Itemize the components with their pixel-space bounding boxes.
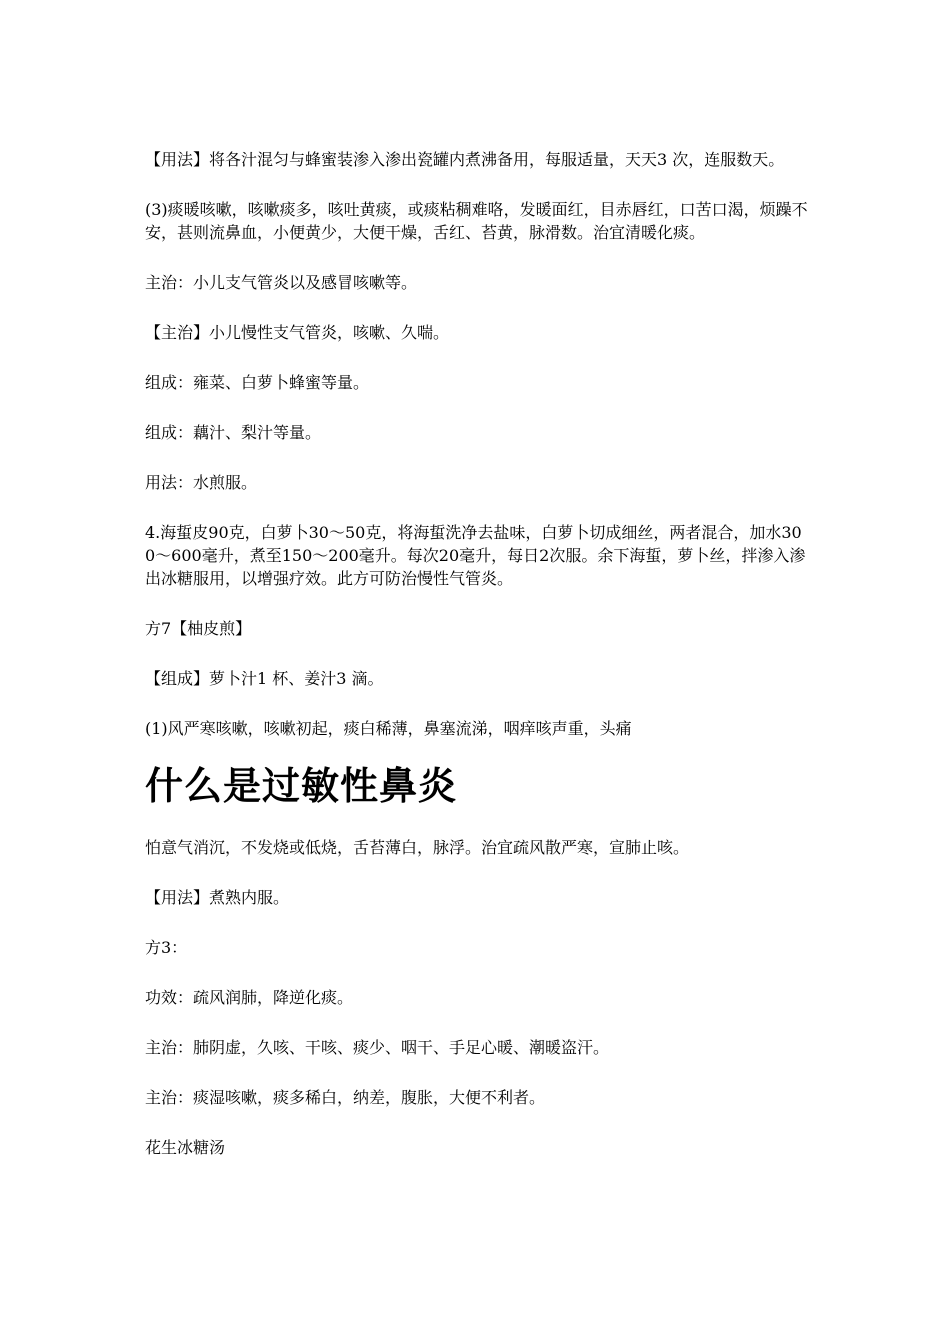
paragraph-usage-honey: 【用法】将各汁混匀与蜂蜜装渗入渗出瓷罐内煮沸备用，每服适量，天天3 次，连服数天。 <box>145 150 785 169</box>
paragraph-indication-chronic: 【主治】小儿慢性支气管炎，咳嗽、久喘。 <box>145 323 450 342</box>
paragraph-indication-bronchitis: 主治：小儿支气管炎以及感冒咳嗽等。 <box>145 273 418 292</box>
paragraph-peanut-soup: 花生冰糖汤 <box>145 1138 226 1157</box>
paragraph-symptoms-continued: 怕意气消沉，不发烧或低烧，舌苔薄白，脉浮。治宜疏风散严寒，宣肺止咳。 <box>145 838 690 857</box>
paragraph-indication-lung-yin: 主治：肺阴虚，久咳、干咳、痰少、咽干、手足心暖、潮暖盗汗。 <box>145 1038 610 1057</box>
paragraph-recipe-7: 方7【柚皮煎】 <box>145 619 252 638</box>
paragraph-composition-lotus: 组成：藕汁、梨汁等量。 <box>145 423 322 442</box>
paragraph-efficacy: 功效：疏风润肺，降逆化痰。 <box>145 988 354 1007</box>
section-heading: 什么是过敏性鼻炎 <box>145 764 458 808</box>
paragraph-usage-cooked: 【用法】煮熟内服。 <box>145 888 290 907</box>
paragraph-wind-cold-cough: (1)风严寒咳嗽，咳嗽初起，痰白稀薄，鼻塞流涕，咽痒咳声重，头痛 <box>145 719 632 738</box>
paragraph-composition-juice: 【组成】萝卜汁1 杯、姜汁3 滴。 <box>145 669 384 688</box>
paragraph-recipe-3: 方3： <box>145 938 188 957</box>
paragraph-jellyfish-recipe: 4.海蜇皮90克，白萝卜30～50克，将海蜇洗净去盐味，白萝卜切成细丝，两者混合，加水300～600毫升，煮至150～200毫升。每次20毫升，每日2次服。余下海蜇，萝卜丝，拌渗入渗出冰糖服用，以增强疗效。此方可防治慢性气管炎。 <box>145 523 806 588</box>
paragraph-composition-radish: 组成：雍菜、白萝卜蜂蜜等量。 <box>145 373 370 392</box>
paragraph-usage-decoction: 用法：水煎服。 <box>145 473 258 492</box>
paragraph-indication-damp-phlegm: 主治：痰湿咳嗽，痰多稀白，纳差，腹胀，大便不利者。 <box>145 1088 546 1107</box>
paragraph-phlegm-heat-cough: (3)痰暖咳嗽，咳嗽痰多，咳吐黄痰，或痰粘稠难咯，发暖面红，目赤唇红，口苦口渴，烦躁不安，甚则流鼻血，小便黄少，大便干燥，舌红、苔黄，脉滑数。治宜清暖化痰。 <box>145 200 808 242</box>
document-body <box>145 148 810 1186</box>
